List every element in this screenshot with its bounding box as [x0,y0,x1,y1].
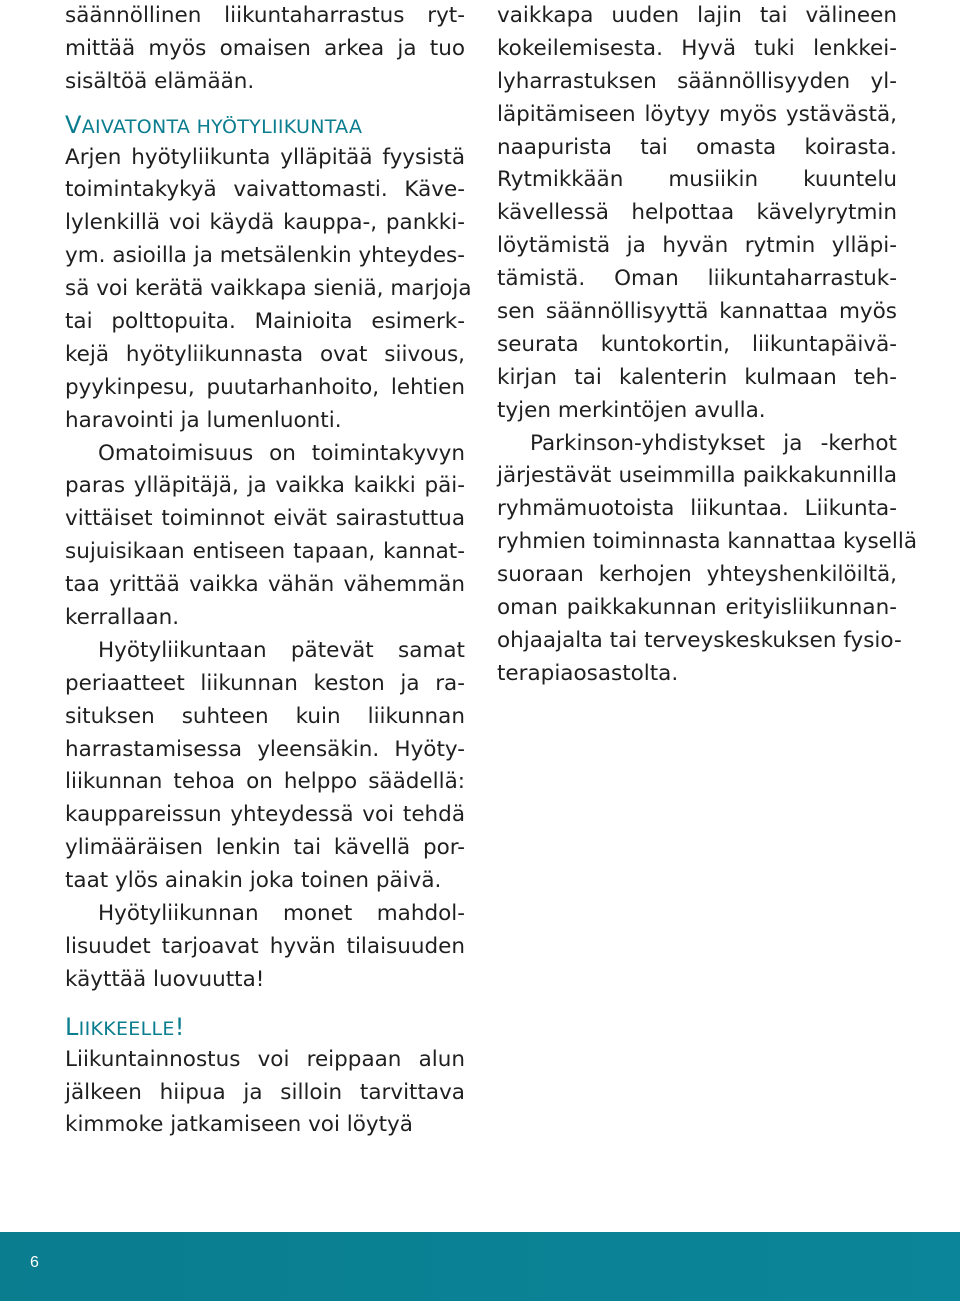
text-line: kimmoke jatkamiseen voi löytyä [65,1112,413,1138]
paragraph-periaatteet [65,635,465,898]
intro-paragraph [65,0,465,99]
text-line: suoraan kerhojen yhteyshenkilöiltä, [497,562,897,588]
text-line: vittäiset toiminnot eivät sairastuttua [65,506,465,532]
text-line: kerrallaan. [65,605,180,631]
text-line: löytämistä ja hyvän rytmin ylläpi- [497,233,897,259]
text-line: kirjan tai kalenterin kulmaan teh- [497,364,897,390]
text-line: lisuudet tarjoavat hyvän tilaisuuden [65,933,465,959]
text-line: sä voi kerätä vaikkapa sieniä, marjoja [65,276,472,302]
text-line: Liikuntainnostus voi reippaan alun [65,1046,465,1072]
text-line: vaikkapa uuden lajin tai välineen [497,3,897,28]
left-column [65,0,472,1142]
text-line: haravointi ja lumenluonti. [65,407,342,433]
text-line: naapurista tai omasta koirasta. [497,134,897,160]
text-line: liikunnan tehoa on helppo säädellä: [65,769,465,795]
paragraph-tuki [497,0,897,428]
text-line: taa yrittää vaikka vähän vähemmän [65,572,465,598]
text-line: säännöllinen liikuntaharrastus ryt- [65,3,465,28]
text-line: Omatoimisuus on toimintakyvyn [98,440,465,466]
text-line: ym. asioilla ja metsälenkin yhteydes- [65,243,466,269]
paragraph-mahdollisuudet [65,898,465,997]
paragraph-omatoimisuus [65,438,465,635]
text-line: periaatteet liikunnan keston ja ra- [65,670,465,696]
text-line: tämistä. Oman liikuntaharrastuk- [497,266,897,292]
text-line: situksen suhteen kuin liikunnan [65,703,465,729]
text-line: tyjen merkintöjen avulla. [497,397,766,423]
text-line: pyykinpesu, puutarhanhoito, lehtien [65,374,465,400]
text-line: läpitämiseen löytyy myös ystävästä, [497,101,897,127]
heading-vaivatonta-text: AIVATONTA HYÖTYLIIKUNTAA [81,115,363,138]
text-line: terapiaosastolta. [497,660,679,686]
heading-vaivatonta-initial: V [65,110,82,139]
text-line: järjestävät useimmilla paikkakunnilla [497,463,897,489]
text-line: ylimääräisen lenkin tai kävellä por- [65,835,465,861]
text-line: ohjaajalta tai terveyskeskuksen fysio- [497,627,902,653]
heading-vaivatonta [65,109,465,142]
text-line: sen säännöllisyyttä kannattaa myös [497,299,897,325]
text-line: kejä hyötyliikunnasta ovat siivous, [65,341,465,367]
text-line: Rytmikkään musiikin kuuntelu [497,167,897,193]
text-line: toimintakykyä vaivattomasti. Käve- [65,177,465,203]
text-line: Arjen hyötyliikunta ylläpitää fyysistä [65,144,465,170]
text-line: lyharrastuksen säännöllisyyden yl- [497,68,897,94]
text-line: seurata kuntokortin, liikuntapäivä- [497,331,897,357]
text-line: sisältöä elämään. [65,68,255,94]
text-line: Parkinson-yhdistykset ja -kerhot [530,430,897,456]
text-line: mittää myös omaisen arkea ja tuo [65,35,465,61]
text-line: Hyötyliikuntaan pätevät samat [98,637,465,663]
text-line: jälkeen hiipua ja silloin tarvittava [65,1079,465,1105]
heading-liikkeelle-punct: ! [174,1012,185,1041]
paragraph-liikuntainnostus [65,1044,465,1143]
heading-liikkeelle-text: IIKKEELLE [78,1017,175,1040]
text-line: kävellessä helpottaa kävelyrytmin [497,200,897,226]
text-line: ryhmämuotoista liikuntaa. Liikunta- [497,496,897,522]
text-line: paras ylläpitäjä, ja vaikka kaikki päi- [65,473,465,499]
page-number: 6 [30,1254,39,1271]
text-line: taat ylös ainakin joka toinen päivä. [65,868,442,894]
text-line: ryhmien toiminnasta kannattaa kysellä [497,529,918,555]
text-line: käyttää luovuutta! [65,966,265,992]
heading-liikkeelle [65,1011,465,1044]
text-line: Hyötyliikunnan monet mahdol- [98,901,465,927]
text-line: sujuisikaan entiseen tapaan, kannat- [65,539,465,565]
paragraph-yhdistykset [497,428,918,691]
text-line: kauppareissun yhteydessä voi tehdä [65,802,465,828]
footer-bar [0,1232,960,1301]
text-line: harrastamisessa yleensäkin. Hyöty- [65,736,465,762]
text-line: lylenkillä voi käydä kauppa-, pankki- [65,210,465,236]
paragraph-hyotyliikunta [65,142,472,438]
heading-liikkeelle-initial: L [65,1012,79,1041]
text-line: oman paikkakunnan erityisliikunnan- [497,595,897,621]
text-line: kokeilemisesta. Hyvä tuki lenkkei- [497,35,897,61]
right-column [497,0,918,691]
text-line: tai polttopuita. Mainioita esimerk- [65,309,465,335]
